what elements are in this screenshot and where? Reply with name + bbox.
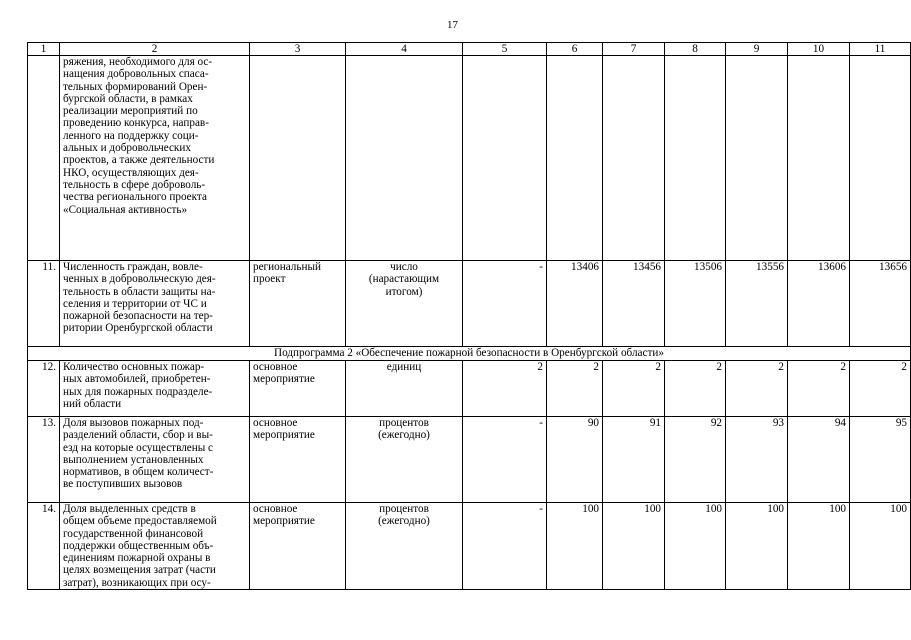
header-cell: 5 [463, 43, 547, 56]
table-row [28, 261, 911, 347]
header-cell: 11 [850, 43, 911, 56]
header-cell: 4 [346, 43, 463, 56]
header-cell: 3 [250, 43, 346, 56]
text-line: ритории Оренбургской области [63, 322, 213, 335]
text-line: единиц [386, 361, 422, 373]
header-cell: 8 [665, 43, 726, 56]
text-line: государственной финансовой [63, 527, 204, 540]
year-value: 13406 [547, 261, 603, 347]
year-value: 100 [665, 503, 726, 590]
row-number: 13. [28, 417, 60, 503]
text-line: итогом) [385, 285, 423, 298]
indicator-name [60, 361, 250, 417]
year-value: 2 [726, 361, 788, 417]
text-line: ний области [63, 397, 122, 410]
year-value: 2 [850, 361, 911, 417]
table-row [28, 417, 911, 503]
text-line: общем объеме предоставляемой [63, 515, 217, 528]
base-value: - [463, 261, 547, 347]
text-line: нормативов, в общем количест- [63, 466, 214, 479]
base-value: 2 [463, 361, 547, 417]
text-line: мероприятие [253, 429, 315, 442]
text-line: основное [253, 503, 298, 515]
text-line: тельность в области защиты на- [63, 285, 216, 298]
text-line: нащения добровольных спаса- [63, 68, 209, 81]
indicator-type [250, 417, 346, 503]
year-value: 2 [665, 361, 726, 417]
text-line: езд на которые осуществлены с [63, 441, 214, 454]
indicator-type [250, 261, 346, 347]
text-line: проектов, а также деятельности [63, 154, 215, 167]
text-line: ченных в добровольческую дея- [63, 273, 216, 286]
text-line: мероприятие [253, 373, 315, 386]
year-value: 13456 [603, 261, 665, 347]
text-line: затрат), возникающих при осу- [63, 576, 211, 589]
year-value: 13506 [665, 261, 726, 347]
text-line: Доля выделенных средств в [63, 503, 196, 515]
text-line: альных и добровольческих [63, 142, 191, 155]
year-value: 93 [726, 417, 788, 503]
base-value: - [463, 417, 547, 503]
text-line: (нарастающим [368, 273, 440, 286]
text-line: ленного на поддержку соци- [63, 129, 199, 142]
text-line: поддержки общественным объ- [63, 539, 214, 552]
text-line: НКО, осуществляющих дея- [63, 166, 199, 179]
text-line: целях возмещения затрат (части [63, 564, 216, 577]
year-value: 100 [547, 503, 603, 590]
year-value: 13606 [788, 261, 850, 347]
text-line: число [390, 261, 418, 273]
year-value: 2 [603, 361, 665, 417]
year-value: 92 [665, 417, 726, 503]
text-line: ряжения, необходимого для ос- [63, 56, 213, 68]
text-line: тельных формирований Орен- [63, 80, 208, 93]
text-line: мероприятие [253, 515, 315, 528]
table-row [28, 503, 911, 590]
year-value: 100 [850, 503, 911, 590]
indicator-type [250, 503, 346, 590]
unit-of-measure [346, 361, 463, 417]
text-line: пожарной безопасности на тер- [63, 310, 213, 323]
header-cell: 10 [788, 43, 850, 56]
header-cell: 1 [28, 43, 60, 56]
year-value: 100 [726, 503, 788, 590]
year-value: 13656 [850, 261, 911, 347]
subprogram-title: Подпрограмма 2 «Обеспечение пожарной безопасности в Оренбургской области» [28, 347, 911, 361]
text-line: основное [253, 361, 298, 373]
year-value: 91 [603, 417, 665, 503]
text-line: тельность в сфере доброволь- [63, 178, 206, 191]
text-line: ных автомобилей, приобретен- [63, 373, 211, 386]
table-row-continuation [28, 56, 911, 261]
page-number: 17 [447, 19, 458, 31]
indicators-table [27, 42, 911, 590]
unit-of-measure [346, 261, 463, 347]
year-value: 90 [547, 417, 603, 503]
text-line: основное [253, 417, 298, 429]
text-line: селения и территории от ЧС и [63, 297, 207, 310]
unit-of-measure [346, 417, 463, 503]
year-value: 100 [788, 503, 850, 590]
indicator-name [60, 56, 250, 261]
unit-of-measure [346, 503, 463, 590]
text-line: чества регионального проекта [63, 191, 207, 204]
row-number: 11. [28, 261, 60, 347]
row-number [28, 56, 60, 261]
header-cell: 6 [547, 43, 603, 56]
row-number: 12. [28, 361, 60, 417]
text-line: Численность граждан, вовле- [63, 261, 203, 273]
header-row [28, 43, 911, 56]
row-number: 14. [28, 503, 60, 590]
text-line: «Социальная активность» [63, 203, 188, 216]
text-line: Количество основных пожар- [63, 361, 205, 373]
header-cell: 2 [60, 43, 250, 56]
indicator-name [60, 503, 250, 590]
text-line: бургской области, в рамках [63, 92, 193, 105]
table-row [28, 361, 911, 417]
year-value: 2 [547, 361, 603, 417]
base-value: - [463, 503, 547, 590]
indicator-type [250, 361, 346, 417]
text-line: (ежегодно) [378, 429, 430, 442]
text-line: единениям пожарной охраны в [63, 552, 211, 565]
text-line: ных для пожарных подразделе- [63, 385, 213, 398]
text-line: реализации мероприятий по [63, 105, 198, 118]
header-cell: 7 [603, 43, 665, 56]
indicator-name [60, 261, 250, 347]
text-line: процентов [379, 417, 429, 429]
text-line: региональный [253, 261, 321, 273]
year-value: 95 [850, 417, 911, 503]
text-line: процентов [379, 503, 429, 515]
text-line: проведению конкурса, направ- [63, 117, 209, 130]
year-value: 100 [603, 503, 665, 590]
text-line: выполнением установленных [63, 453, 204, 466]
year-value: 2 [788, 361, 850, 417]
header-cell: 9 [726, 43, 788, 56]
year-value: 94 [788, 417, 850, 503]
subprogram-row [28, 347, 911, 361]
indicator-name [60, 417, 250, 503]
text-line: Доля вызовов пожарных под- [63, 417, 204, 429]
text-line: проект [253, 273, 286, 286]
text-line: (ежегодно) [378, 515, 430, 528]
text-line: разделений области, сбор и вы- [63, 429, 213, 442]
text-line: ве поступивших вызовов [63, 478, 183, 491]
year-value: 13556 [726, 261, 788, 347]
